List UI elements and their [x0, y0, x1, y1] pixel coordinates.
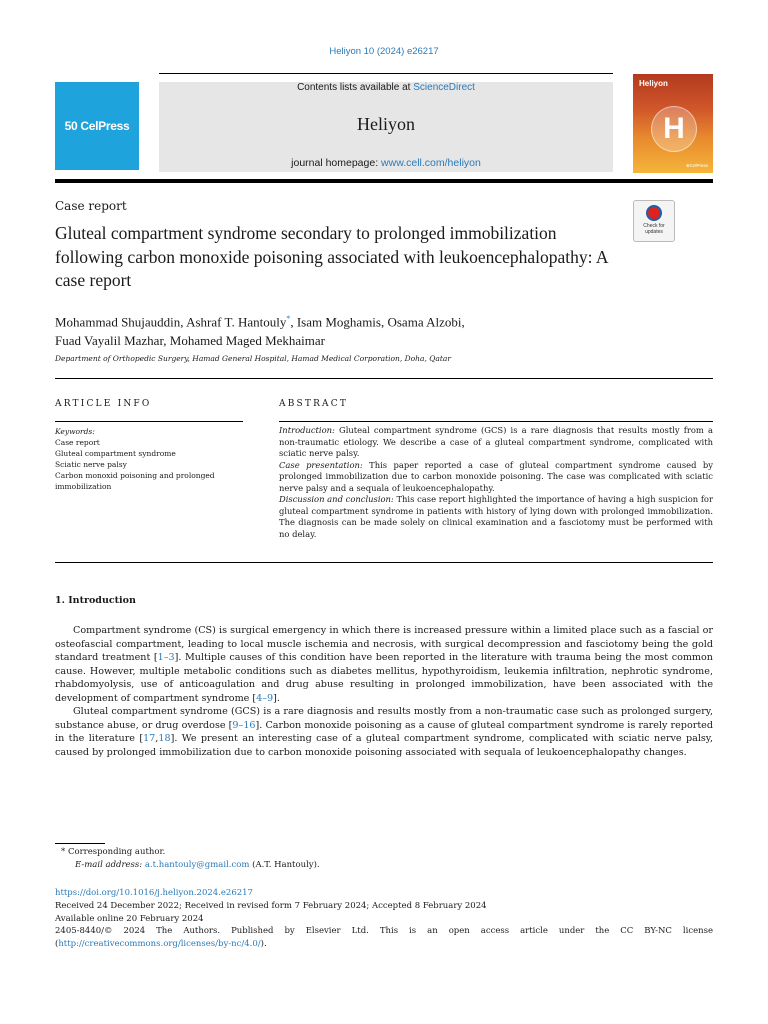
contents-line: [159, 82, 613, 93]
abstract-label: Introduction:: [279, 425, 335, 435]
article-type: Case report: [55, 199, 127, 213]
citation-link[interactable]: 1–3: [157, 652, 175, 663]
footnote-rule: [55, 843, 105, 844]
contents-prefix: Contents lists available at: [297, 82, 414, 93]
abstract-label: Discussion and conclusion:: [279, 494, 394, 504]
abstract-text: [279, 425, 713, 540]
cover-title: Heliyon: [639, 79, 668, 88]
citation-link[interactable]: 4–9: [256, 692, 274, 704]
license-text: 2405-8440/© 2024 The Authors. Published by Elsevier Ltd. This is an open access article under the CC BY-NC license: [55, 926, 713, 937]
article-metadata: [55, 887, 713, 951]
affiliation: Department of Orthopedic Surgery, Hamad General Hospital, Hamad Medical Corporation, Doha, Qatar: [55, 354, 451, 363]
paragraph: Gluteal compartment syndrome (GCS) is a rare diagnosis and results mostly from a non-traumatic case such as prolonged surgery, substance abuse, or drug overdose [9–16]. Carbon monoxide poisoning as a cause of gluteal compartment syndrome is rarely reported in the literature [17,18]. We present an interesting case of a gluteal compartment syndrome, complicated with sciatic nerve palsy, caused by prolonged immobilization due to carbon monoxide poisoning associated with sequala of leukoencephalopathy changes.: [55, 706, 714, 758]
header-thick-rule: [55, 179, 713, 183]
author-name[interactable]: Isam Moghamis: [296, 314, 381, 330]
available-online: Available online 20 February 2024: [55, 913, 204, 924]
citation-link[interactable]: 9–16: [232, 719, 256, 731]
author-name[interactable]: Osama Alzobi: [387, 314, 462, 330]
author-name[interactable]: Mohamed Maged Mekhaimar: [169, 333, 325, 349]
citation-link[interactable]: 18: [158, 733, 171, 744]
divider: [55, 562, 713, 563]
cover-h-icon: H: [651, 106, 697, 152]
header-top-rule: [159, 73, 613, 74]
cellpress-logo[interactable]: [55, 82, 139, 170]
article-info-heading: ARTICLE INFO: [55, 399, 152, 409]
bookmark-icon: [646, 205, 662, 221]
abstract-case-presentation: Case presentation: This paper reported a case of gluteal compartment syndrome caused by prolonged immobilization due to carbon monoxide poisoning. The case was complicated with sciatic nerve palsy and a sequala of leukoencephalopathy.: [279, 459, 713, 493]
corresponding-note: * Corresponding author.: [61, 847, 166, 857]
sciencedirect-link[interactable]: ScienceDirect: [413, 82, 475, 93]
homepage-line: [159, 157, 613, 169]
introduction-body: [55, 624, 713, 759]
running-header: Heliyon 10 (2024) e26217: [329, 46, 439, 57]
keyword: Sciatic nerve palsy: [55, 460, 127, 469]
section-heading: 1. Introduction: [55, 595, 136, 606]
journal-cover-image[interactable]: [633, 74, 713, 173]
license-link-line: (http://creativecommons.org/licenses/by-nc/4.0/).: [55, 939, 267, 950]
abstract-discussion: Discussion and conclusion: This case report highlighted the importance of having a high suspicion for gluteal compartment syndrome in patients with history of lying down with prolonged immobilization. The diagnosis can be made solely on clinical examination and a fasciotomy must be performed with no delay.: [279, 494, 713, 539]
abstract-heading: ABSTRACT: [279, 399, 349, 409]
article-title: Gluteal compartment syndrome secondary to prolonged immobilization following carbon monoxide poisoning associated with leukoencephalopathy: A case report: [55, 223, 608, 290]
paragraph: Compartment syndrome (CS) is surgical emergency in which there is increased pressure within a limited place such as a fascial or osteofascial compartment, leading to local muscle ischemia and necrosis, with surgical decompression and fasciotomy being the gold standard treatment [1–3]. Multiple causes of this condition have been reported in the literature with trauma being the most common cause. However, multiple metabolic conditions such as diabetes mellitus, hypothyroidism, leukemia infiltration, nephrotic syndrome, rhabdomyolysis, use of anticoagulation and drug abuse resulting in prolonged immobilization, have been associated with the development of compartment syndrome [4–9].: [55, 625, 713, 704]
received-dates: Received 24 December 2022; Received in revised form 7 February 2024; Accepted 8 February 2024: [55, 900, 487, 911]
author-list: Mohammad Shujauddin, Ashraf T. Hantouly*, Isam Moghamis, Osama Alzobi, Fuad Vayalil Mazhar, Mohamed Maged Mekhaimar: [55, 314, 465, 349]
email-line: E-mail address: a.t.hantouly@gmail.com (A.T. Hantouly).: [75, 860, 320, 870]
check-for-updates-button[interactable]: [633, 200, 675, 242]
check-for-updates-label: Check for updates: [643, 223, 665, 235]
abstract-introduction: Introduction: Gluteal compartment syndrome (GCS) is a rare diagnosis that results mostly from a non-traumatic etiology. We describe a case of a gluteal compartment syndrome, complicated with sciatic nerve palsy.: [279, 425, 713, 458]
doi-link[interactable]: https://doi.org/10.1016/j.heliyon.2024.e26217: [55, 888, 253, 898]
keyword: Case report: [55, 438, 100, 447]
keywords-block: [55, 426, 245, 492]
footnote: [55, 846, 713, 872]
email-link[interactable]: a.t.hantouly@gmail.com: [144, 860, 250, 870]
homepage-link[interactable]: www.cell.com/heliyon: [381, 157, 481, 169]
cellpress-logo-text: 50 CelPress: [64, 119, 130, 133]
citation-link[interactable]: 17: [143, 733, 156, 744]
abstract-label: Case presentation:: [279, 459, 363, 470]
cover-footer: ⊕CelPress: [685, 163, 708, 168]
divider: [55, 378, 713, 379]
author-name[interactable]: Fuad Vayalil Mazhar: [55, 333, 164, 349]
keyword: Gluteal compartment syndrome: [55, 449, 176, 458]
divider: [55, 421, 243, 422]
divider: [279, 421, 713, 422]
email-label: E-mail address:: [75, 860, 143, 870]
homepage-prefix: journal homepage:: [291, 157, 382, 169]
keyword: Carbon monoxid poisoning and prolonged immobilization: [55, 471, 215, 491]
author-name[interactable]: Ashraf T. Hantouly: [186, 314, 287, 330]
keywords-heading: Keywords:: [55, 427, 95, 436]
license-link[interactable]: http://creativecommons.org/licenses/by-nc/4.0/: [58, 939, 261, 950]
author-name[interactable]: Mohammad Shujauddin: [55, 314, 181, 330]
journal-title: Heliyon: [357, 114, 415, 134]
corresponding-mark[interactable]: *: [286, 314, 291, 323]
